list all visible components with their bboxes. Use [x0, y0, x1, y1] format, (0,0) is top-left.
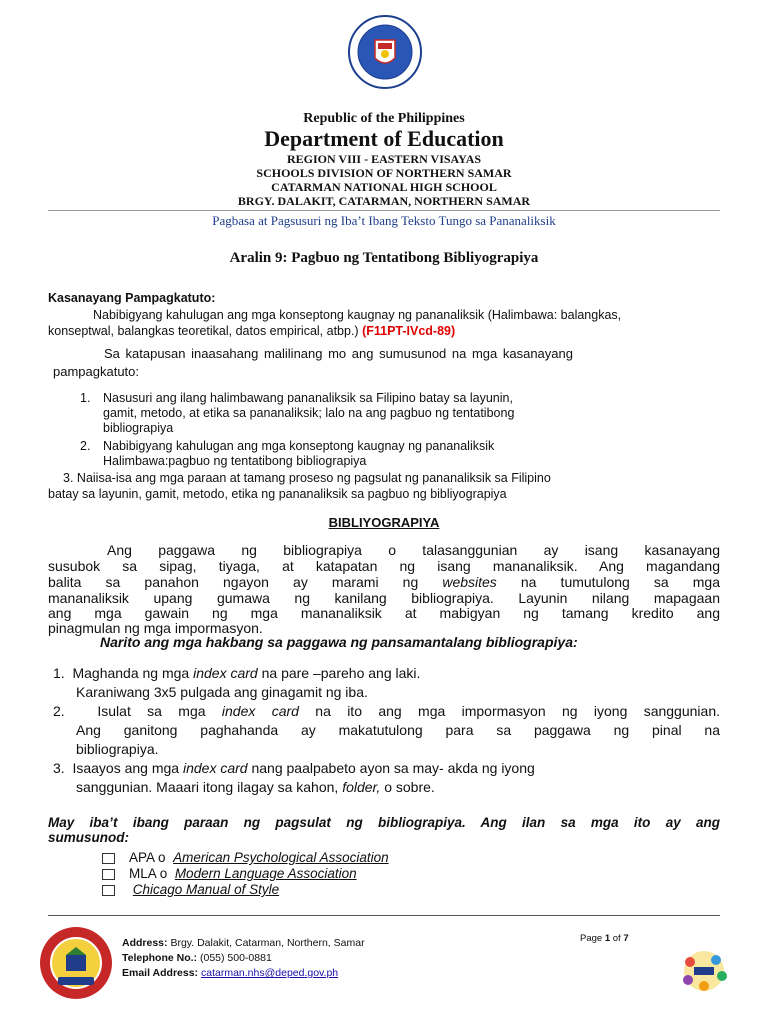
biblio-p4: mananaliksik upang gumawa ng kanilang bibliograpiya. Layunin nilang mapagaan	[48, 590, 720, 606]
checkbox-icon	[102, 869, 115, 880]
deped-seal	[347, 14, 423, 90]
competency-item-2: 2. Nabibigyang kahulugan ang mga konseptong kaugnay ng pananaliksik Halimbawa:pagbuo ng tentatibong bibliograpiya	[80, 439, 495, 468]
checkbox-icon	[102, 853, 115, 864]
step-1-cont: Karaniwang 3x5 pulgada ang ginagamit ng iba.	[76, 684, 368, 700]
division-line: SCHOOLS DIVISION OF NORTHERN SAMAR	[256, 166, 512, 180]
school-logo	[38, 925, 114, 1001]
style-mla: MLA o Modern Language Association	[102, 866, 357, 881]
footer-divider	[48, 915, 720, 916]
school-address-line: BRGY. DALAKIT, CATARMAN, NORTHERN SAMAR	[237, 194, 531, 208]
biblio-p6: pinagmulan ng mga impormasyon.	[48, 620, 263, 636]
competency-item-1: 1. Nasusuri ang ilang halimbawang pananaliksik sa Filipino batay sa layunin, gamit, metodo, at etika sa pananaliksik; lalo na ang pagbuo ng tentatibong bibliograpiya	[80, 391, 515, 435]
ways-line1: May iba’t ibang paraan ng pagsulat ng bibliograpiya. Ang ilan sa mga ito ay ang	[48, 815, 720, 830]
style-apa: APA o American Psychological Association	[102, 850, 389, 865]
header-divider	[48, 210, 720, 211]
step-2-cont2: bibliograpiya.	[76, 741, 159, 757]
step-1: 1. Maghanda ng mga index card na pare –pareho ang laki.	[53, 665, 421, 681]
region-line: REGION VIII - EASTERN VISAYAS	[286, 152, 482, 166]
email-link[interactable]: catarman.nhs@deped.gov.ph	[200, 967, 339, 979]
subject-title: Pagbasa at Pagsusuri ng Iba’t Ibang Teksto Tungo sa Pananaliksik	[212, 213, 556, 228]
biblio-p5: ang mga gawain ng mga mananaliksik at mabigyan ng tamang kredito ang	[48, 605, 720, 621]
biblio-heading: BIBLIYOGRAPIYA	[328, 515, 440, 530]
competency-intro1: Sa katapusan inaasahang malilinang mo ang sumusunod na mga kasanayang	[104, 346, 573, 361]
biblio-p1: Ang paggawa ng bibliograpiya o talasanggunian ay isang kasanayang	[107, 542, 720, 558]
deped-colorful-logo	[676, 948, 732, 994]
step-2-cont: Ang ganitong paghahanda ay makatutulong para sa paggawa ng pinal na	[76, 722, 720, 738]
footer-address: Address: Brgy. Dalakit, Catarman, Northern, Samar	[122, 937, 365, 949]
steps-heading: Narito ang mga hakbang sa paggawa ng pansamantalang bibliograpiya:	[100, 634, 578, 650]
ways-line2: sumusunod:	[48, 830, 129, 845]
lesson-title: Aralin 9: Pagbuo ng Tentatibong Bibliyograpiya	[229, 250, 539, 266]
step-2: 2. Isulat sa mga index card na ito ang mga impormasyon ng iyong sanggunian.	[53, 703, 720, 719]
school-line: CATARMAN NATIONAL HIGH SCHOOL	[271, 180, 497, 194]
competency-heading: Kasanayang Pampagkatuto:	[48, 291, 216, 305]
biblio-p2: susubok sa sipag, tiyaga, at katapatan ng isang mananaliksik. Ang magandang	[48, 558, 720, 574]
competency-line2: konseptwal, balangkas teoretikal, datos empirical, atbp.) (F11PT-IVcd-89)	[48, 324, 456, 338]
competency-code: (F11PT-IVcd-89)	[362, 324, 456, 338]
competency-item-3-cont: batay sa layunin, gamit, metodo, etika ng pananaliksik sa pagbuo ng bibliyograpiya	[48, 487, 507, 501]
biblio-p3: balita sa panahon ngayon ay marami ng websites na tumutulong sa mga	[48, 574, 721, 590]
page-number: Page 1 of 7	[580, 933, 629, 944]
republic-line: Republic of the Philippines	[303, 111, 465, 126]
footer-phone: Telephone No.: (055) 500-0881	[122, 952, 272, 964]
department-title: Department of Education	[264, 126, 504, 151]
competency-item-3: 3. Naiisa-isa ang mga paraan at tamang proseso ng pagsulat ng pananaliksik sa Filipino	[63, 471, 551, 485]
checkbox-icon	[102, 885, 115, 896]
competency-intro2: pampagkatuto:	[53, 364, 140, 379]
style-chicago: Chicago Manual of Style	[102, 882, 279, 897]
competency-line1: Nabibigyang kahulugan ang mga konseptong kaugnay ng pananaliksik (Halimbawa: balangkas,	[93, 308, 622, 322]
step-3-cont: sanggunian. Maaari itong ilagay sa kahon, folder, o sobre.	[76, 779, 435, 795]
step-3: 3. Isaayos ang mga index card nang paalpabeto ayon sa may- akda ng iyong	[53, 760, 535, 776]
footer-email: Email Address: catarman.nhs@deped.gov.ph	[122, 967, 339, 979]
